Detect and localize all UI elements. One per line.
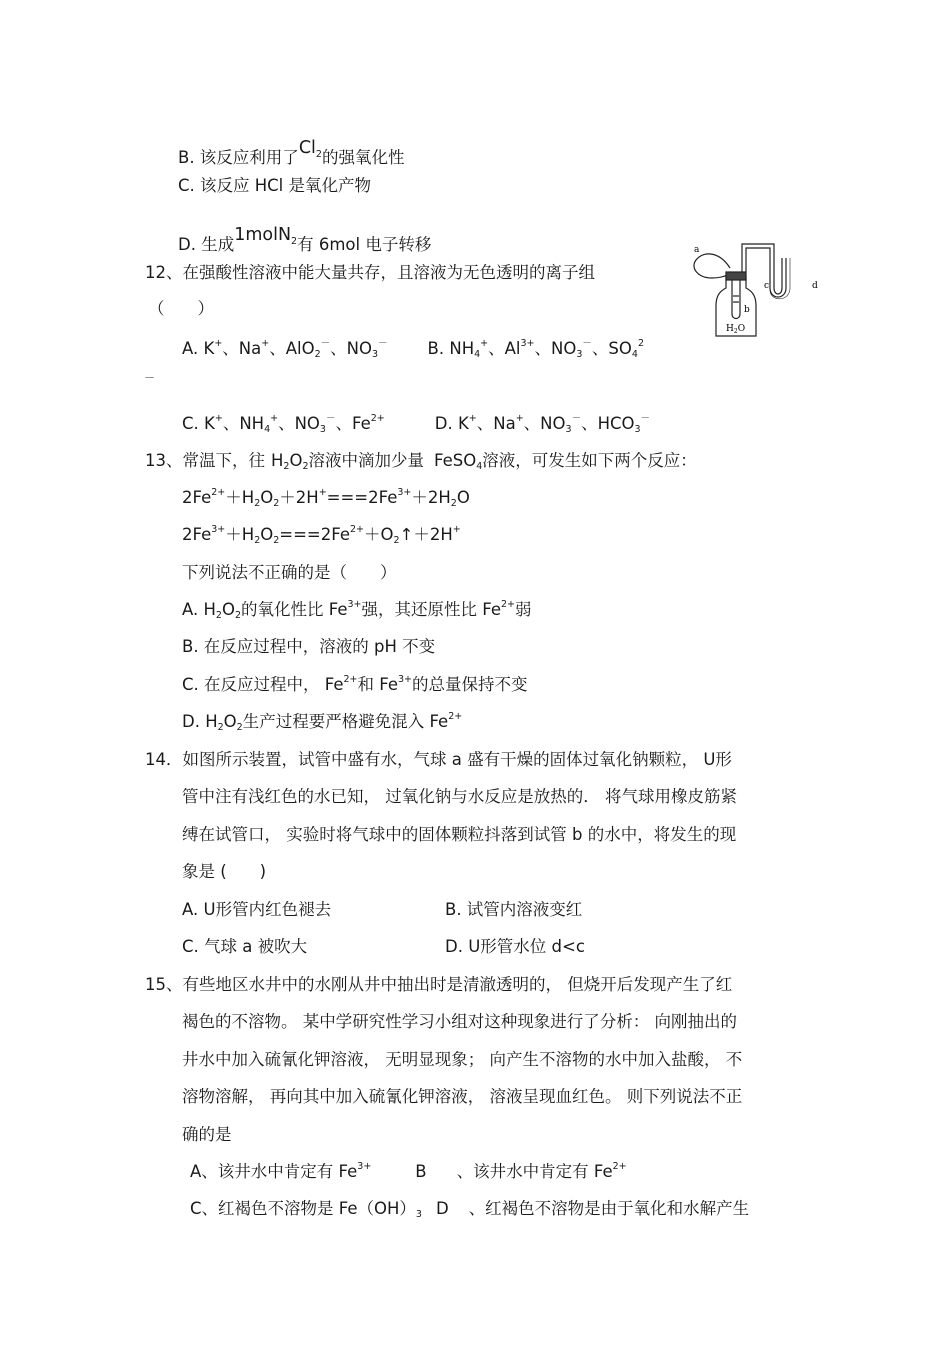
q13-stem: 13、常温下，往 $H_2O_2$溶液中滴加少量 FeSO$_4$溶液，可发生如下两个反应： [145, 451, 697, 472]
q12-paren: （ ） [148, 299, 214, 318]
bottle-shape [716, 276, 756, 336]
q14-stem-line-2: 管中注有浅红色的水已知， 过氧化钠与水反应是放热的． 将气球用橡皮筋紧 [182, 787, 737, 806]
balloon-shape [694, 254, 730, 278]
q13-reaction-1: $2Fe^{2+}+H_2O_2+2H^+===2Fe^{3+}+2H_2O$ [182, 487, 470, 509]
q14-stem-line-4: 象是 ( ) [182, 862, 267, 881]
q15-option-d: D 、红褐色不溶物是由于氧化和水解产生 [435, 1199, 750, 1218]
q11-option-b: B. 该反应利用了$Cl_2$的强氧化性 [178, 138, 405, 167]
q13-option-d: D. $H_2O_2$生产过程要严格避免混入 $Fe^{2+}$ [182, 711, 463, 733]
test-tube-shape [732, 280, 740, 319]
q15-option-b: B 、该井水中肯定有 $Fe^{2+}$ [415, 1161, 627, 1181]
q11-option-c: C. 该反应 HCl 是氧化产物 [178, 176, 372, 195]
apparatus-label-a: a [694, 245, 700, 255]
q12-option-b: B. $NH_4^+$、$Al^{3+}$、$NO_3^-$、$SO_4^2$ [427, 338, 644, 360]
q14-option-a: A. U形管内红色褪去 [182, 900, 332, 919]
q13-option-c: C. 在反应过程中， $Fe^{2+}$和 $Fe^{3+}$的总量保持不变 [182, 674, 528, 694]
apparatus-label-d: d [812, 281, 818, 291]
q13-option-a: A. $H_2O_2$的氧化性比 $Fe^{3+}$强，其还原性比 $Fe^{2+}$弱 [182, 599, 532, 621]
apparatus-diagram [690, 238, 830, 338]
apparatus-label-c: c [764, 281, 770, 291]
connecting-tube [742, 244, 774, 288]
q15-options-ab [190, 1161, 627, 1183]
q15-options-cd [190, 1198, 749, 1220]
q15-stem-line-2: 褐色的不溶物。 某中学研究性学习小组对这种现象进行了分析： 向刚抽出的 [182, 1012, 737, 1031]
q12-option-c: C. K+、$NH_4^+$、$NO_3^-$、$Fe^{2+}$ [182, 413, 385, 435]
q15-stem-line-3: 井水中加入硫氰化钾溶液， 无明显现象； 向产生不溶物的水中加入盐酸， 不 [182, 1050, 743, 1069]
q15-stem-line-5: 确的是 [182, 1125, 232, 1144]
q14-stem-line-1: 14．如图所示装置，试管中盛有水，气球 a 盛有干燥的固体过氧化钠颗粒， U形 [145, 750, 732, 769]
apparatus-label-b: b [744, 305, 750, 315]
q14-option-c: C. 气球 a 被吹大 [182, 937, 308, 956]
q14-option-d: D. U形管水位 d<c [445, 937, 585, 956]
apparatus-label-water: $H_2O$ [726, 324, 746, 335]
q15-option-c: C、红褐色不溶物是 $Fe(OH)_3$ [190, 1199, 422, 1220]
q13-reaction-2: $2Fe^{3+}+H_2O_2===2Fe^{2+}+O_2↑+2H^+$ [182, 524, 461, 546]
q13-option-b: B. 在反应过程中，溶液的 pH 不变 [182, 637, 436, 656]
stopper-shape [726, 272, 746, 280]
q12-b-charge-dash: － [144, 371, 155, 384]
q12-stem: 12、在强酸性溶液中能大量共存，且溶液为无色透明的离子组 [145, 263, 595, 282]
q13-ask: 下列说法不正确的是（ ） [182, 563, 397, 582]
q14-option-b: B. 试管内溶液变红 [445, 900, 583, 919]
q12-row-ab [182, 338, 644, 360]
q12-option-a: A. K+、Na+、AlO$_2$－、$NO_3^-$ [182, 338, 388, 360]
q14-stem-line-3: 缚在试管口， 实验时将气球中的固体颗粒抖落到试管 b 的水中，将发生的现 [182, 825, 737, 844]
q12-option-d: D. K+、Na+、$NO_3^-$、$HCO_3^-$ [434, 413, 651, 435]
q15-stem-line-4: 溶物溶解， 再向其中加入硫氰化钾溶液， 溶液呈现血红色。 则下列说法不正 [182, 1087, 743, 1106]
q12-row-cd [182, 413, 650, 435]
u-tube-shape [770, 258, 786, 297]
q15-stem-line-1: 15、有些地区水井中的水刚从井中抽出时是清澈透明的， 但烧开后发现产生了红 [145, 975, 733, 994]
q15-option-a: A、该井水中肯定有 $Fe^{3+}$ [190, 1161, 372, 1181]
q11-option-d: D. 生成1molN$_2$有 6mol 电子转移 [178, 225, 432, 254]
